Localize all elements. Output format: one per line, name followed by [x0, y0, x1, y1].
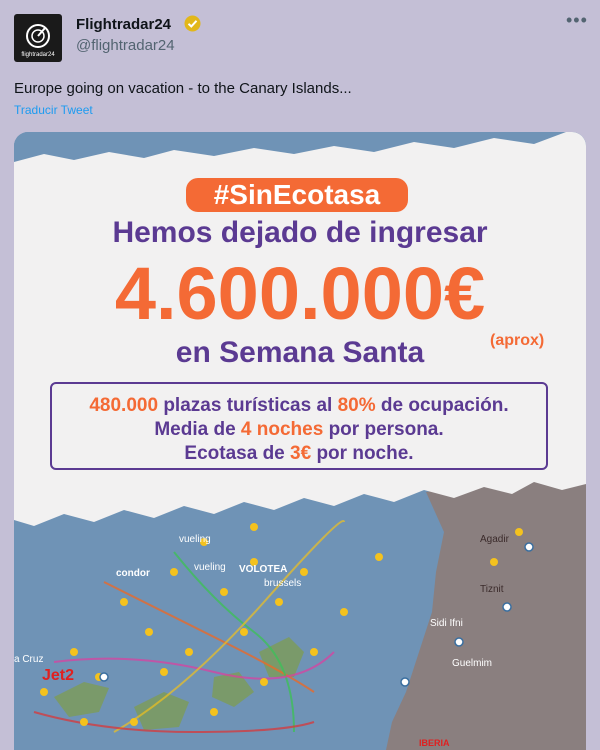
info-box [50, 382, 548, 470]
map-label-tiznit: Tiznit [480, 584, 504, 595]
info-line-2-text-a: Media de [154, 419, 241, 440]
tweet-text: Europe going on vacation - to the Canary Islands... [14, 80, 352, 97]
info-line-1 [52, 394, 546, 418]
map-label-agadir: Agadir [480, 534, 509, 545]
amount-value: 4.600.000€ [114, 252, 486, 335]
verified-badge-icon [184, 15, 201, 32]
handle[interactable]: @flightradar24 [76, 37, 175, 54]
display-name[interactable]: Flightradar24 [76, 16, 172, 33]
info-line-3-text-a: Ecotasa de [184, 443, 291, 464]
headline: Hemos dejado de ingresar [112, 216, 488, 249]
info-line-1-text-a: plazas turísticas al [158, 395, 338, 416]
seats-value: 480.000 [89, 395, 159, 416]
nights-value: 4 noches [240, 419, 324, 440]
info-line-3 [52, 442, 546, 466]
info-line-3-text-b: por noche. [311, 443, 414, 464]
tweet-header [0, 0, 600, 130]
info-line-2 [52, 418, 546, 442]
map-label-brussels: brussels [264, 578, 302, 589]
avatar[interactable] [14, 14, 62, 62]
map-label-jet2: Jet2 [42, 667, 75, 684]
map-label-condor: condor [116, 568, 150, 579]
tweet-media-image[interactable] [14, 132, 586, 750]
more-icon[interactable]: ••• [566, 10, 588, 30]
info-line-1-text-b: de ocupación. [375, 395, 509, 416]
map-label-iberia: IBERIA [419, 738, 450, 748]
map-label-volotea: VOLOTEA [239, 564, 288, 575]
translate-link[interactable]: Traducir Tweet [14, 103, 93, 117]
map-label-cruz: a Cruz [14, 654, 44, 665]
radar-logo-icon [14, 14, 62, 62]
info-line-2-text-b: por persona. [323, 419, 444, 440]
map-label-vueling-1: vueling [179, 534, 211, 545]
map-label-sidi-ifni: Sidi Ifni [430, 618, 463, 629]
ecotax-value: 3€ [290, 443, 312, 464]
subheadline: en Semana Santa [175, 336, 425, 369]
map-label-vueling-2: vueling [194, 562, 226, 573]
occupancy-value: 80% [337, 395, 376, 416]
aprox-label: (aprox) [490, 332, 545, 349]
avatar-label: flightradar24 [21, 52, 55, 58]
hashtag-badge: #SinEcotasa [186, 178, 408, 212]
map-label-guelmim: Guelmim [452, 658, 493, 669]
